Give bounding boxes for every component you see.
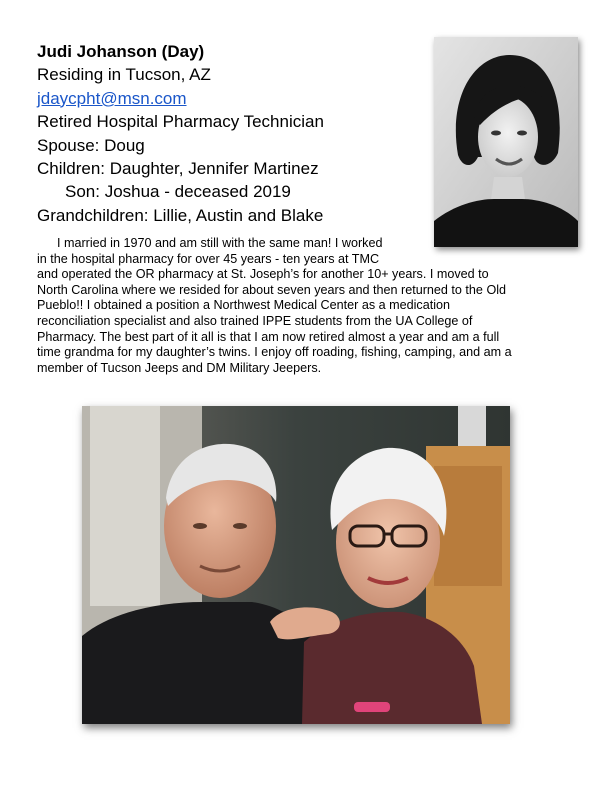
- profile-occupation: Retired Hospital Pharmacy Technician: [37, 112, 324, 132]
- profile-children: Children: Daughter, Jennifer Martinez: [37, 159, 319, 179]
- bio-line: in the hospital pharmacy for over 45 years - ten years at TMC: [37, 251, 380, 266]
- bio-line: member of Tucson Jeeps and DM Military Jeepers.: [37, 360, 322, 375]
- bio-line: reconciliation specialist and also trained IPPE students from the UA College of: [37, 313, 473, 328]
- bio-line: and operated the OR pharmacy at St. Joseph’s for another 10+ years. I moved to: [37, 267, 489, 282]
- profile-header: [37, 40, 427, 227]
- bio-line: Pharmacy. The best part of it all is that I am now retired almost a year and am a full: [37, 329, 500, 344]
- bio-line: time grandma for my daughter’s twins. I enjoy off roading, fishing, camping, and am a: [37, 345, 512, 360]
- yearbook-photo: [434, 37, 578, 247]
- bio-line: Pueblo!! I obtained a position a Northwest Medical Center as a medication: [37, 298, 451, 313]
- biography: [37, 236, 582, 376]
- profile-spouse: Spouse: Doug: [37, 135, 145, 155]
- profile-name: Judi Johanson (Day): [37, 42, 205, 61]
- bio-line: North Carolina where we resided for about seven years and then returned to the Old: [37, 282, 507, 297]
- email-link[interactable]: jdaycpht@msn.com: [37, 88, 187, 108]
- profile-grandchildren: Grandchildren: Lillie, Austin and Blake: [37, 205, 324, 225]
- couple-photo: [82, 406, 510, 724]
- bio-line: I married in 1970 and am still with the same man! I worked: [57, 236, 383, 250]
- profile-son: Son: Joshua - deceased 2019: [65, 182, 291, 202]
- profile-residence: Residing in Tucson, AZ: [37, 65, 211, 85]
